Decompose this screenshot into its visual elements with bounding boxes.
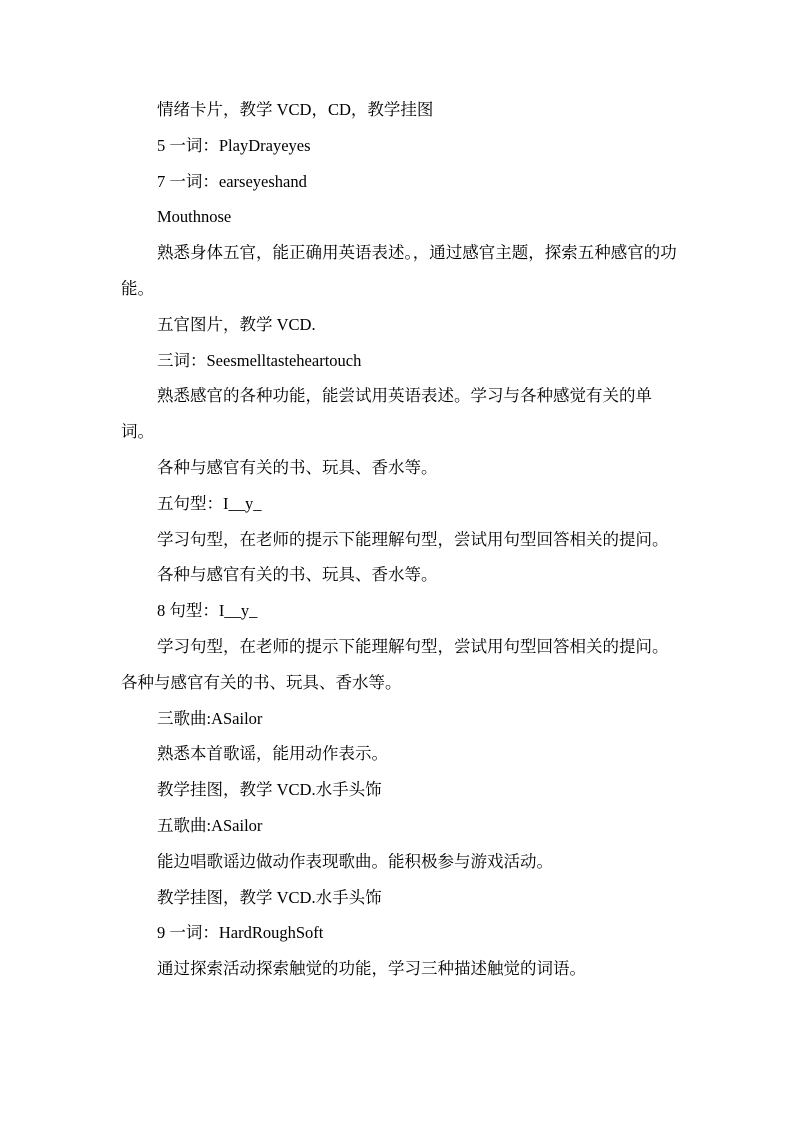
- paragraph: 5 一词：PlayDrayeyes: [157, 135, 311, 155]
- paragraph: 7 一词：earseyeshand: [157, 171, 307, 191]
- document-body: [121, 92, 677, 987]
- paragraph: 五句型：I__y_: [157, 493, 262, 513]
- paragraph: Mouthnose: [157, 207, 232, 227]
- paragraph: 五官图片，教学 VCD.: [157, 314, 316, 334]
- paragraph: 三词：Seesmelltasteheartouch: [157, 350, 362, 370]
- paragraph: 9 一词：HardRoughSoft: [157, 923, 324, 943]
- paragraph: 三歌曲:ASailor: [157, 708, 263, 728]
- paragraph: 熟悉本首歌谣，能用动作表示。: [157, 744, 388, 764]
- paragraph: 各种与感官有关的书、玩具、香水等。: [157, 565, 438, 585]
- paragraph: 学习句型，在老师的提示下能理解句型，尝试用句型回答相关的提问。各种与感官有关的书、玩具、香水等。: [121, 636, 669, 692]
- paragraph: 8 句型：I__y_: [157, 601, 258, 621]
- paragraph: 熟悉身体五官，能正确用英语表述。，通过感官主题，探索五种感官的功能。: [121, 243, 677, 298]
- paragraph: 五歌曲:ASailor: [157, 815, 263, 835]
- paragraph: 熟悉感官的各种功能，能尝试用英语表述。学习与各种感觉有关的单词。: [121, 386, 652, 442]
- paragraph: 能边唱歌谣边做动作表现歌曲。能积极参与游戏活动。: [157, 851, 553, 871]
- paragraph: 情绪卡片，教学 VCD，CD，教学挂图: [157, 100, 434, 119]
- paragraph: 教学挂图，教学 VCD.水手头饰: [157, 780, 382, 800]
- paragraph: 各种与感官有关的书、玩具、香水等。: [157, 457, 438, 477]
- paragraph: 教学挂图，教学 VCD.水手头饰: [157, 887, 382, 907]
- paragraph: 通过探索活动探索触觉的功能，学习三种描述触觉的词语。: [157, 959, 586, 979]
- paragraph: 学习句型，在老师的提示下能理解句型，尝试用句型回答相关的提问。: [157, 529, 669, 549]
